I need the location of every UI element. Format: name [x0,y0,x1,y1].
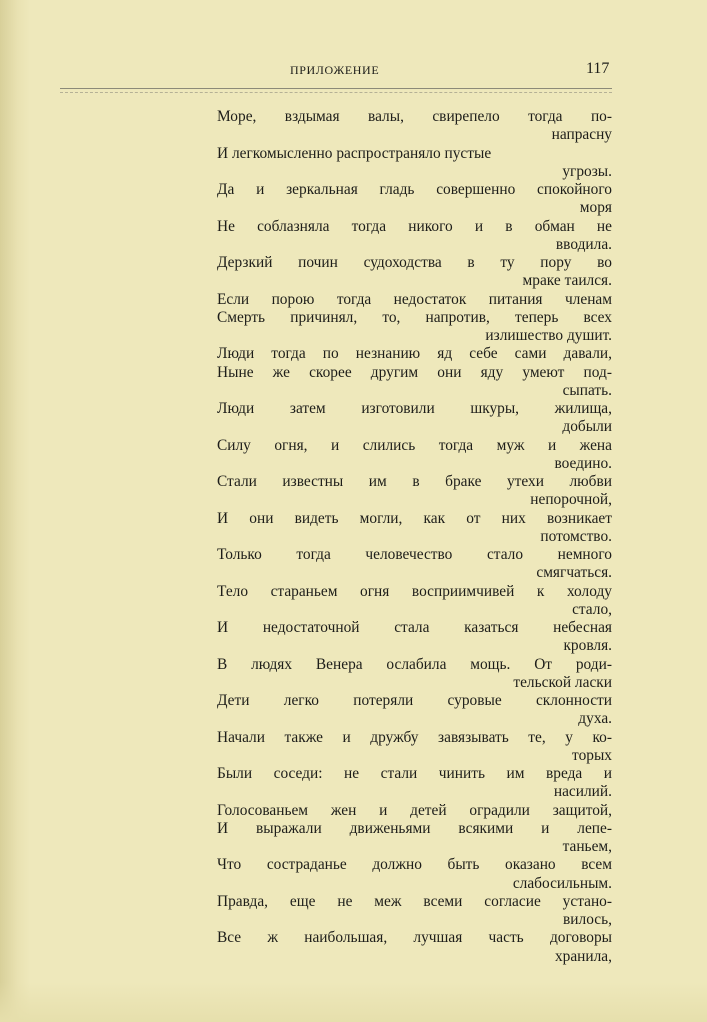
verse-line: Все ж наибольшая, лучшая часть договоры [217,929,612,947]
verse-line: Голосованьем жен и детей оградили защитой, [217,801,612,819]
verse-line-continuation: сыпать. [562,381,612,399]
running-head: ПРИЛОЖЕНИЕ [290,63,380,77]
verse-line-continuation: торых [572,746,612,764]
verse-line: Люди тогда по незнанию яд себе сами давали, [217,345,612,363]
verse-line: Люди затем изготовили шкуры, жилища, [217,400,612,417]
verse-line: Начали также и дружбу завязывать те, у ко- [217,728,612,746]
verse-line: Стали известны им в браке утехи любви [217,473,612,490]
verse-line-continuation: вилось, [563,911,612,928]
verse-line: Да и зеркальная гладь совершенно спокойного [217,181,612,198]
poem-text [217,108,612,966]
verse-line: Что состраданье должно быть оказано всем [217,856,612,874]
header-rule [60,88,612,89]
verse-line-continuation: воедино. [554,454,612,472]
verse-line: Море, вздымая валы, свирепело тогда по- [217,108,612,125]
verse-line-continuation: напрасну [551,126,612,144]
page-bottom-shade [0,982,707,1022]
verse-line: Не соблазняла тогда никого и в обман не [217,217,612,235]
verse-line: Если порою тогда недостаток питания членам [217,290,612,308]
verse-line: Тело стараньем огня восприимчивей к холоду [217,582,612,600]
verse-line-continuation: мраке таился. [522,272,612,290]
verse-line: Только тогда человечество стало немного [217,546,612,563]
verse-line-continuation: смягчаться. [536,564,612,582]
header-rule-secondary [60,92,612,93]
verse-line: И они видеть могли, как от них возникает [217,509,612,527]
page-edge-shadow [0,0,30,1022]
verse-line: И недостаточной стала казаться небесная [217,619,612,636]
verse-line: И легкомысленно распространяло пустые [217,144,492,162]
verse-line-continuation: излишество душит. [485,327,612,344]
verse-line-continuation: вводила. [555,235,612,253]
verse-line-continuation: стало, [572,600,612,618]
verse-line: Силу огня, и слились тогда муж и жена [217,436,612,454]
verse-line: Ныне же скорее другим они яду умеют под- [217,363,612,381]
verse-line-continuation: непорочной, [530,491,612,509]
verse-line-continuation: кровля. [563,637,612,655]
verse-line: Дерзкий почин судоходства в ту пору во [217,254,612,271]
verse-line-continuation: добыли [562,418,612,436]
verse-line-continuation: потомство. [540,527,612,545]
verse-line-continuation: хранила, [554,947,612,965]
verse-line: Были соседи: не стали чинить им вреда и [217,765,612,782]
verse-line-continuation: насилий. [553,783,612,801]
verse-line: И выражали движеньями всякими и лепе- [217,819,612,837]
verse-line-continuation: духа. [578,710,612,728]
verse-line: Дети легко потеряли суровые склонности [217,692,612,709]
page-number: 117 [586,60,610,77]
verse-line-continuation: слабосильным. [512,874,612,892]
verse-line-continuation: угрозы. [562,162,612,180]
verse-line-continuation: тельской ласки [513,673,612,691]
verse-line: В людях Венера ослабила мощь. От роди- [217,655,612,673]
verse-line: Правда, еще не меж всеми согласие устано- [217,892,612,910]
verse-line-continuation: таньем, [562,838,612,855]
verse-line: Смерть причинял, то, напротив, теперь всех [217,308,612,326]
verse-line-continuation: моря [579,199,612,217]
